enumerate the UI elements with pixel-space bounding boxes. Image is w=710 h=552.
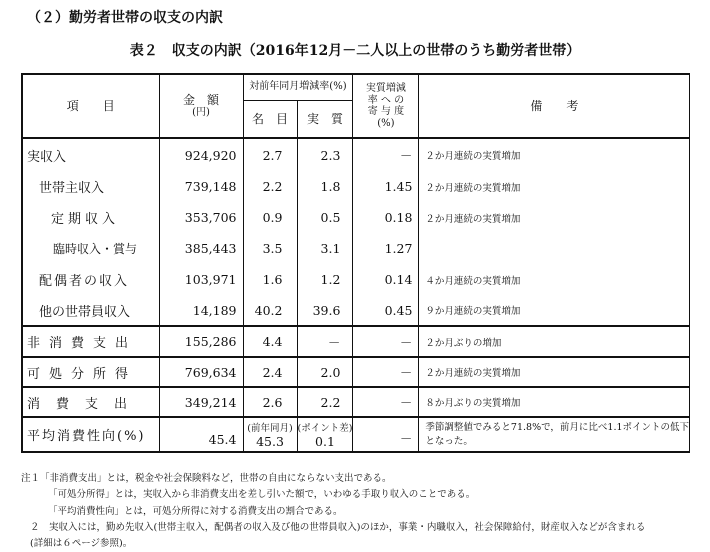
header-remarks: 備 考	[419, 74, 690, 138]
row-note: 季節調整値でみると71.8%で，前月に比べ1.1ポイントの低下となった。	[419, 417, 690, 452]
header-nominal: 名 目	[243, 100, 297, 138]
header-item: 項 目	[22, 74, 159, 138]
table-row	[22, 264, 690, 295]
table-row	[22, 233, 690, 264]
row-amount: 155,286	[159, 326, 243, 357]
row-amount: 385,443	[159, 233, 243, 264]
row-label-text	[27, 146, 147, 165]
header-contribution	[353, 74, 419, 138]
row-real: 0.1	[315, 434, 335, 449]
row-label: 臨時収入・賞与	[22, 233, 159, 264]
row-nominal: 2.6	[243, 387, 297, 417]
table-row	[22, 357, 690, 387]
row-real: 1.2	[297, 264, 353, 295]
row-note: ２か月連続の実質増加	[419, 171, 690, 202]
row-nominal-cell	[243, 417, 297, 452]
header-contribution-line: 実質増減	[365, 83, 406, 94]
row-note: ２か月ぶりの増加	[419, 326, 690, 357]
row-contribution: 0.14	[353, 264, 419, 295]
row-note: ９か月連続の実質増加	[419, 295, 690, 326]
row-contribution: －	[353, 326, 419, 357]
row-note	[419, 233, 690, 264]
row-contribution: －	[353, 417, 419, 452]
row-contribution: 0.18	[353, 202, 419, 233]
row-contribution: －	[353, 387, 419, 417]
row-contribution: －	[353, 357, 419, 387]
header-real: 実 質	[297, 100, 353, 138]
row-nominal: 3.5	[243, 233, 297, 264]
row-amount: 769,634	[159, 357, 243, 387]
row-amount: 349,214	[159, 387, 243, 417]
row-amount: 924,920	[159, 138, 243, 171]
table-row	[22, 326, 690, 357]
row-label: 平均消費性向(%)	[22, 417, 159, 452]
row-contribution: －	[353, 138, 419, 171]
row-real: 2.3	[297, 138, 353, 171]
section-title: （２）勤労者世帯の収支の内訳	[27, 10, 223, 26]
income-expenditure-table	[21, 73, 690, 453]
footnotes	[21, 471, 645, 552]
row-contribution: 1.27	[353, 233, 419, 264]
table-title: 表２ 収支の内訳（2016年12月－二人以上の世帯のうち勤労者世帯）	[129, 43, 581, 59]
table-row	[22, 202, 690, 233]
row-label: 実収入	[27, 149, 67, 165]
footnote: 「平均消費性向」とは，可処分所得に対する消費支出の割合である。	[48, 505, 343, 517]
row-label: 配偶者の収入	[22, 264, 159, 295]
header-amount	[159, 74, 243, 138]
row-nominal: 40.2	[243, 295, 297, 326]
row-nominal: 0.9	[243, 202, 297, 233]
row-amount: 45.4	[159, 417, 243, 452]
sub-prev-label: (前年同月)	[247, 423, 293, 434]
row-real: 2.0	[297, 357, 353, 387]
table-row	[22, 171, 690, 202]
row-nominal: 2.7	[243, 138, 297, 171]
row-amount: 739,148	[159, 171, 243, 202]
row-nominal: 4.4	[243, 326, 297, 357]
row-nominal: 2.2	[243, 171, 297, 202]
row-real: 0.5	[297, 202, 353, 233]
row-amount: 103,971	[159, 264, 243, 295]
header-amount-unit: (円)	[192, 107, 210, 119]
footnote: (詳細は６ページ参照)。	[30, 538, 133, 550]
row-label: 世帯主収入	[22, 171, 159, 202]
row-amount: 14,189	[159, 295, 243, 326]
footnote: ２ 実収入には，勤め先収入(世帯主収入，配偶者の収入及び他の世帯員収入)のほか，事業・内職収入，社会保障給付，財産収入などが含まれる	[30, 521, 646, 533]
row-label: 非消費支出	[22, 326, 159, 357]
row-nominal: 1.6	[243, 264, 297, 295]
row-label: 他の世帯員収入	[22, 295, 159, 326]
row-real: 3.1	[297, 233, 353, 264]
row-amount: 353,706	[159, 202, 243, 233]
row-real: －	[297, 326, 353, 357]
row-label: 定期収入	[22, 202, 159, 233]
header-amount-label: 金 額	[182, 92, 219, 107]
footnote: 注１「非消費支出」とは，税金や社会保険料など，世帯の自由にならない支出である。	[21, 473, 392, 484]
row-nominal: 2.4	[243, 357, 297, 387]
row-real: 39.6	[297, 295, 353, 326]
row-note: ２か月連続の実質増加	[419, 357, 690, 387]
table-row	[22, 138, 690, 171]
row-label: 可処分所得	[22, 357, 159, 387]
row-real-cell	[297, 417, 353, 452]
row-note: ４か月連続の実質増加	[419, 264, 690, 295]
table-row	[22, 295, 690, 326]
row-real: 2.2	[297, 387, 353, 417]
header-contribution-line: 率 へ の	[367, 94, 405, 106]
header-contribution-line: (%)	[377, 117, 395, 129]
row-note: ８か月ぶりの実質増加	[419, 387, 690, 417]
row-label: 消費支出	[22, 387, 159, 417]
header-yoy-group: 対前年同月増減率(%)	[243, 74, 353, 100]
row-nominal: 45.3	[256, 434, 284, 449]
row-note: ２か月連続の実質増加	[419, 138, 690, 171]
footnote: 「可処分所得」とは，実収入から非消費支出を差し引いた額で，いわゆる手取り収入のことである。	[48, 489, 476, 501]
row-note: ２か月連続の実質増加	[419, 202, 690, 233]
row-contribution: 0.45	[353, 295, 419, 326]
header-contribution-line: 寄 与 度	[367, 106, 405, 117]
table-row	[22, 417, 690, 452]
row-real: 1.8	[297, 171, 353, 202]
row-contribution: 1.45	[353, 171, 419, 202]
sub-diff-label: (ポイント差)	[297, 423, 353, 434]
table-row	[22, 387, 690, 417]
